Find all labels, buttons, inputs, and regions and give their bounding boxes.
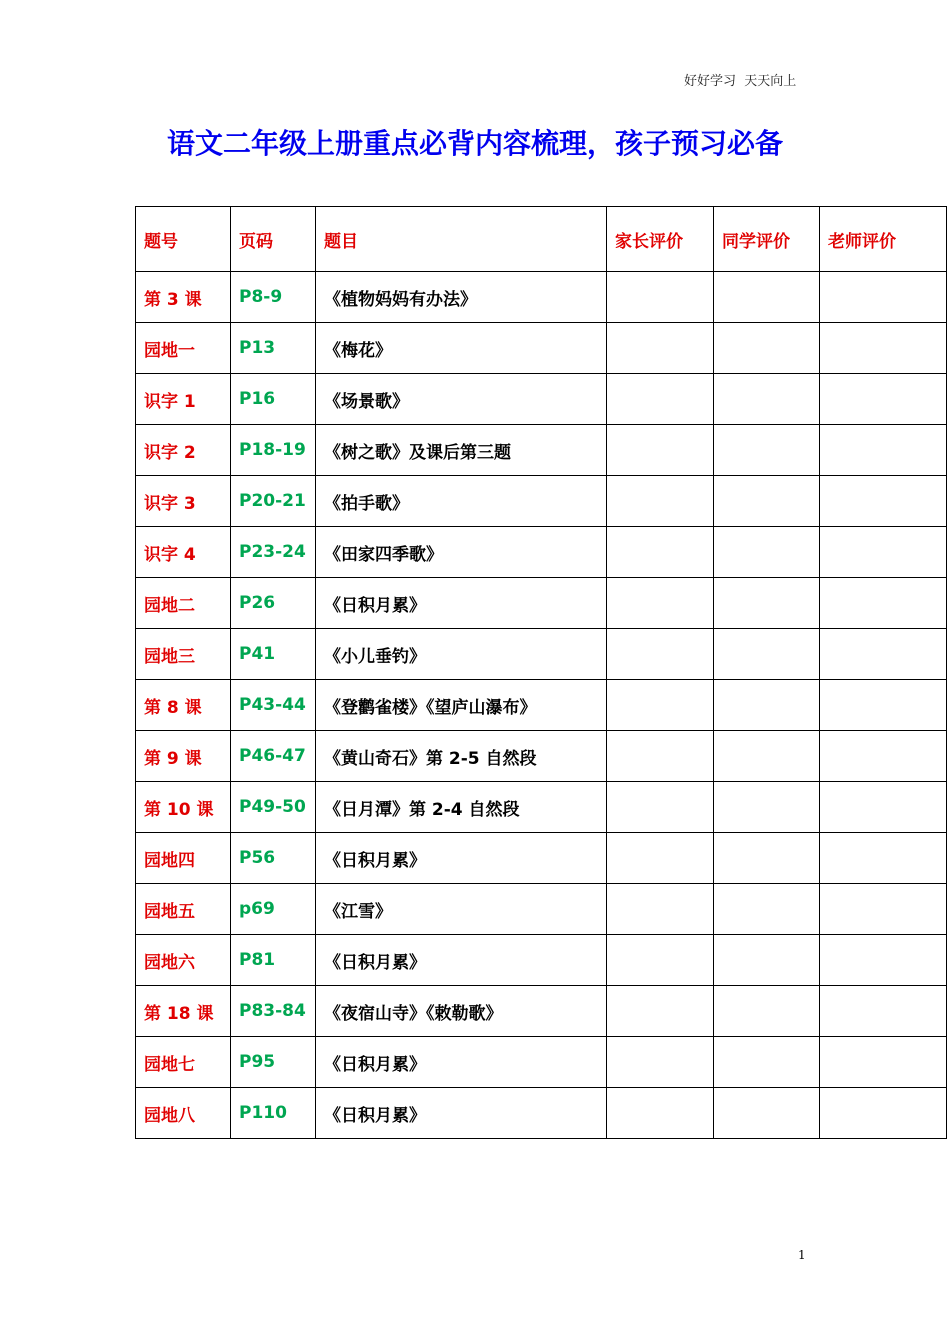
lesson-no-cell: 第 10 课 <box>136 782 231 833</box>
header-motto: 好好学习 天天向上 <box>684 74 797 89</box>
teacher-eval-cell <box>820 272 947 323</box>
table-body <box>136 272 947 1139</box>
review-table <box>135 206 947 1139</box>
parent-eval-cell <box>607 833 714 884</box>
classmate-eval-cell <box>714 374 820 425</box>
column-header-teacher-eval: 老师评价 <box>820 207 947 272</box>
lesson-title-cell: 《江雪》 <box>316 884 607 935</box>
table-row <box>136 476 947 527</box>
lesson-no-cell: 第 8 课 <box>136 680 231 731</box>
teacher-eval-cell <box>820 833 947 884</box>
lesson-title-cell: 《树之歌》及课后第三题 <box>316 425 607 476</box>
lesson-title-cell: 《黄山奇石》第 2-5 自然段 <box>316 731 607 782</box>
lesson-no-cell: 第 3 课 <box>136 272 231 323</box>
page-ref-cell: P83-84 <box>231 986 316 1037</box>
page-ref-cell: P81 <box>231 935 316 986</box>
table-row <box>136 731 947 782</box>
parent-eval-cell <box>607 476 714 527</box>
teacher-eval-cell <box>820 323 947 374</box>
column-header-lesson-no: 题号 <box>136 207 231 272</box>
page-ref-cell: P8-9 <box>231 272 316 323</box>
classmate-eval-cell <box>714 476 820 527</box>
parent-eval-cell <box>607 986 714 1037</box>
classmate-eval-cell <box>714 425 820 476</box>
lesson-no-cell: 园地二 <box>136 578 231 629</box>
parent-eval-cell <box>607 884 714 935</box>
lesson-no-cell: 园地四 <box>136 833 231 884</box>
lesson-title-cell: 《拍手歌》 <box>316 476 607 527</box>
table-row <box>136 629 947 680</box>
lesson-title-cell: 《日积月累》 <box>316 935 607 986</box>
teacher-eval-cell <box>820 527 947 578</box>
classmate-eval-cell <box>714 629 820 680</box>
lesson-title-cell: 《日积月累》 <box>316 1037 607 1088</box>
lesson-title-cell: 《场景歌》 <box>316 374 607 425</box>
lesson-title-cell: 《夜宿山寺》《敕勒歌》 <box>316 986 607 1037</box>
page-ref-cell: P95 <box>231 1037 316 1088</box>
lesson-no-cell: 识字 2 <box>136 425 231 476</box>
teacher-eval-cell <box>820 629 947 680</box>
table-row <box>136 1088 947 1139</box>
column-header-title: 题目 <box>316 207 607 272</box>
page-ref-cell: P56 <box>231 833 316 884</box>
table-row <box>136 986 947 1037</box>
page-ref-cell: P49-50 <box>231 782 316 833</box>
teacher-eval-cell <box>820 578 947 629</box>
teacher-eval-cell <box>820 476 947 527</box>
table-row <box>136 935 947 986</box>
page-ref-cell: P26 <box>231 578 316 629</box>
classmate-eval-cell <box>714 935 820 986</box>
lesson-no-cell: 园地三 <box>136 629 231 680</box>
classmate-eval-cell <box>714 578 820 629</box>
lesson-title-cell: 《小儿垂钓》 <box>316 629 607 680</box>
teacher-eval-cell <box>820 782 947 833</box>
teacher-eval-cell <box>820 935 947 986</box>
table-row <box>136 374 947 425</box>
table-row <box>136 323 947 374</box>
lesson-no-cell: 第 18 课 <box>136 986 231 1037</box>
classmate-eval-cell <box>714 986 820 1037</box>
parent-eval-cell <box>607 272 714 323</box>
lesson-no-cell: 园地八 <box>136 1088 231 1139</box>
column-header-classmate-eval: 同学评价 <box>714 207 820 272</box>
page-number: 1 <box>798 1248 806 1262</box>
classmate-eval-cell <box>714 323 820 374</box>
document-title: 语文二年级上册重点必背内容梳理，孩子预习必备 <box>166 127 783 160</box>
classmate-eval-cell <box>714 680 820 731</box>
lesson-title-cell: 《日积月累》 <box>316 1088 607 1139</box>
classmate-eval-cell <box>714 731 820 782</box>
teacher-eval-cell <box>820 680 947 731</box>
page-ref-cell: P16 <box>231 374 316 425</box>
page-ref-cell: P18-19 <box>231 425 316 476</box>
teacher-eval-cell <box>820 731 947 782</box>
classmate-eval-cell <box>714 833 820 884</box>
lesson-title-cell: 《日月潭》第 2-4 自然段 <box>316 782 607 833</box>
lesson-no-cell: 第 9 课 <box>136 731 231 782</box>
parent-eval-cell <box>607 629 714 680</box>
lesson-title-cell: 《植物妈妈有办法》 <box>316 272 607 323</box>
page-ref-cell: P23-24 <box>231 527 316 578</box>
classmate-eval-cell <box>714 782 820 833</box>
parent-eval-cell <box>607 374 714 425</box>
lesson-title-cell: 《登鹳雀楼》《望庐山瀑布》 <box>316 680 607 731</box>
teacher-eval-cell <box>820 1037 947 1088</box>
parent-eval-cell <box>607 935 714 986</box>
lesson-title-cell: 《田家四季歌》 <box>316 527 607 578</box>
table-row <box>136 884 947 935</box>
column-header-page: 页码 <box>231 207 316 272</box>
classmate-eval-cell <box>714 272 820 323</box>
lesson-no-cell: 识字 4 <box>136 527 231 578</box>
lesson-no-cell: 识字 1 <box>136 374 231 425</box>
lesson-no-cell: 识字 3 <box>136 476 231 527</box>
classmate-eval-cell <box>714 1037 820 1088</box>
parent-eval-cell <box>607 527 714 578</box>
parent-eval-cell <box>607 425 714 476</box>
lesson-no-cell: 园地七 <box>136 1037 231 1088</box>
lesson-title-cell: 《日积月累》 <box>316 578 607 629</box>
table-row <box>136 425 947 476</box>
parent-eval-cell <box>607 1037 714 1088</box>
table-row <box>136 680 947 731</box>
lesson-no-cell: 园地五 <box>136 884 231 935</box>
page-ref-cell: p69 <box>231 884 316 935</box>
parent-eval-cell <box>607 731 714 782</box>
classmate-eval-cell <box>714 884 820 935</box>
table-row <box>136 578 947 629</box>
teacher-eval-cell <box>820 425 947 476</box>
page-ref-cell: P46-47 <box>231 731 316 782</box>
classmate-eval-cell <box>714 527 820 578</box>
page-ref-cell: P43-44 <box>231 680 316 731</box>
table-header-row <box>136 207 947 272</box>
page-ref-cell: P13 <box>231 323 316 374</box>
table-row <box>136 527 947 578</box>
lesson-no-cell: 园地六 <box>136 935 231 986</box>
lesson-title-cell: 《日积月累》 <box>316 833 607 884</box>
table-row <box>136 1037 947 1088</box>
parent-eval-cell <box>607 323 714 374</box>
page-ref-cell: P110 <box>231 1088 316 1139</box>
parent-eval-cell <box>607 782 714 833</box>
classmate-eval-cell <box>714 1088 820 1139</box>
teacher-eval-cell <box>820 884 947 935</box>
teacher-eval-cell <box>820 1088 947 1139</box>
parent-eval-cell <box>607 578 714 629</box>
page-ref-cell: P41 <box>231 629 316 680</box>
teacher-eval-cell <box>820 374 947 425</box>
parent-eval-cell <box>607 680 714 731</box>
table-row <box>136 833 947 884</box>
page-ref-cell: P20-21 <box>231 476 316 527</box>
table-row <box>136 272 947 323</box>
teacher-eval-cell <box>820 986 947 1037</box>
column-header-parent-eval: 家长评价 <box>607 207 714 272</box>
lesson-no-cell: 园地一 <box>136 323 231 374</box>
parent-eval-cell <box>607 1088 714 1139</box>
table-row <box>136 782 947 833</box>
lesson-title-cell: 《梅花》 <box>316 323 607 374</box>
